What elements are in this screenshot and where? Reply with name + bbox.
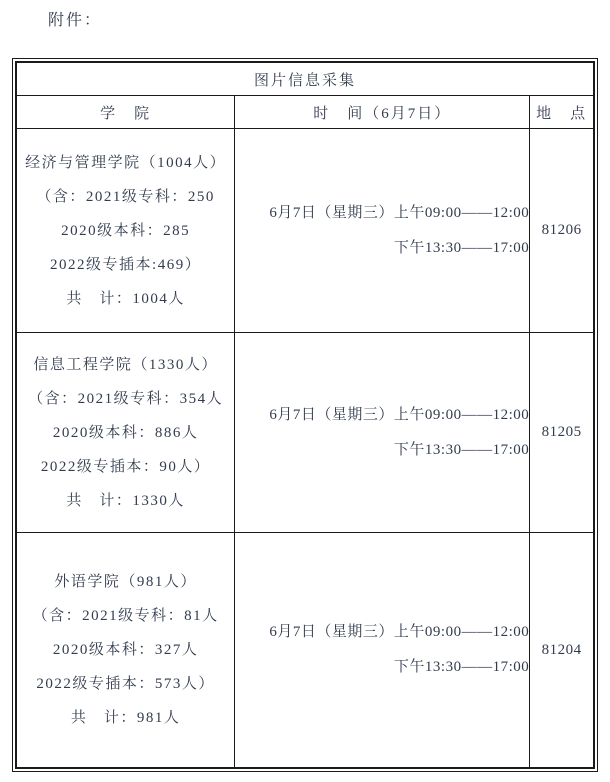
college-total: 共 计：1330人	[66, 492, 185, 509]
table-row	[16, 129, 594, 333]
college-total: 共 计：981人	[70, 710, 181, 726]
college-detail: （含：2021级专科：354人	[28, 390, 224, 407]
college-name: 经济与管理学院（1004人）	[25, 154, 227, 171]
time-afternoon: 下午13:30——17:00	[393, 659, 530, 675]
college-cell	[16, 533, 235, 769]
time-cell	[235, 533, 530, 769]
column-header-college: 学 院	[16, 96, 235, 129]
table-row	[16, 533, 594, 769]
table-title: 图片信息采集	[16, 62, 594, 96]
college-detail: （含：2021级专科：81人	[32, 608, 219, 624]
college-detail: 2022级专插本：573人）	[36, 676, 215, 692]
college-detail: 2022级专插本：90人）	[40, 458, 211, 475]
time-cell	[235, 129, 530, 333]
location-cell: 81206	[530, 129, 594, 333]
info-collection-table	[12, 58, 598, 772]
table-header-row	[16, 96, 594, 129]
table-row	[16, 333, 594, 533]
time-afternoon: 下午13:30——17:00	[393, 239, 530, 256]
college-detail: 2022级专插本:469）	[50, 256, 202, 273]
time-afternoon: 下午13:30——17:00	[393, 441, 530, 458]
schedule-table	[15, 61, 595, 769]
time-morning: 6月7日（星期三）上午09:00——12:00	[269, 204, 530, 221]
college-detail: 2020级本科：285	[61, 222, 191, 239]
college-total: 共 计：1004人	[66, 290, 185, 307]
location-cell: 81204	[530, 533, 594, 769]
college-cell	[16, 333, 235, 533]
college-detail: （含：2021级专科：250	[36, 188, 215, 205]
college-cell	[16, 129, 235, 333]
time-cell	[235, 333, 530, 533]
time-morning: 6月7日（星期三）上午09:00——12:00	[269, 624, 530, 640]
time-morning: 6月7日（星期三）上午09:00——12:00	[269, 406, 530, 423]
table-title-row	[16, 62, 594, 96]
college-name: 外语学院（981人）	[54, 574, 197, 590]
column-header-location: 地 点	[530, 96, 594, 129]
college-name: 信息工程学院（1330人）	[33, 356, 218, 373]
column-header-time: 时 间（6月7日）	[235, 96, 530, 129]
attachment-label: 附件：	[48, 12, 103, 29]
college-detail: 2020级本科：886人	[52, 424, 199, 441]
college-detail: 2020级本科：327人	[52, 642, 199, 658]
location-cell: 81205	[530, 333, 594, 533]
